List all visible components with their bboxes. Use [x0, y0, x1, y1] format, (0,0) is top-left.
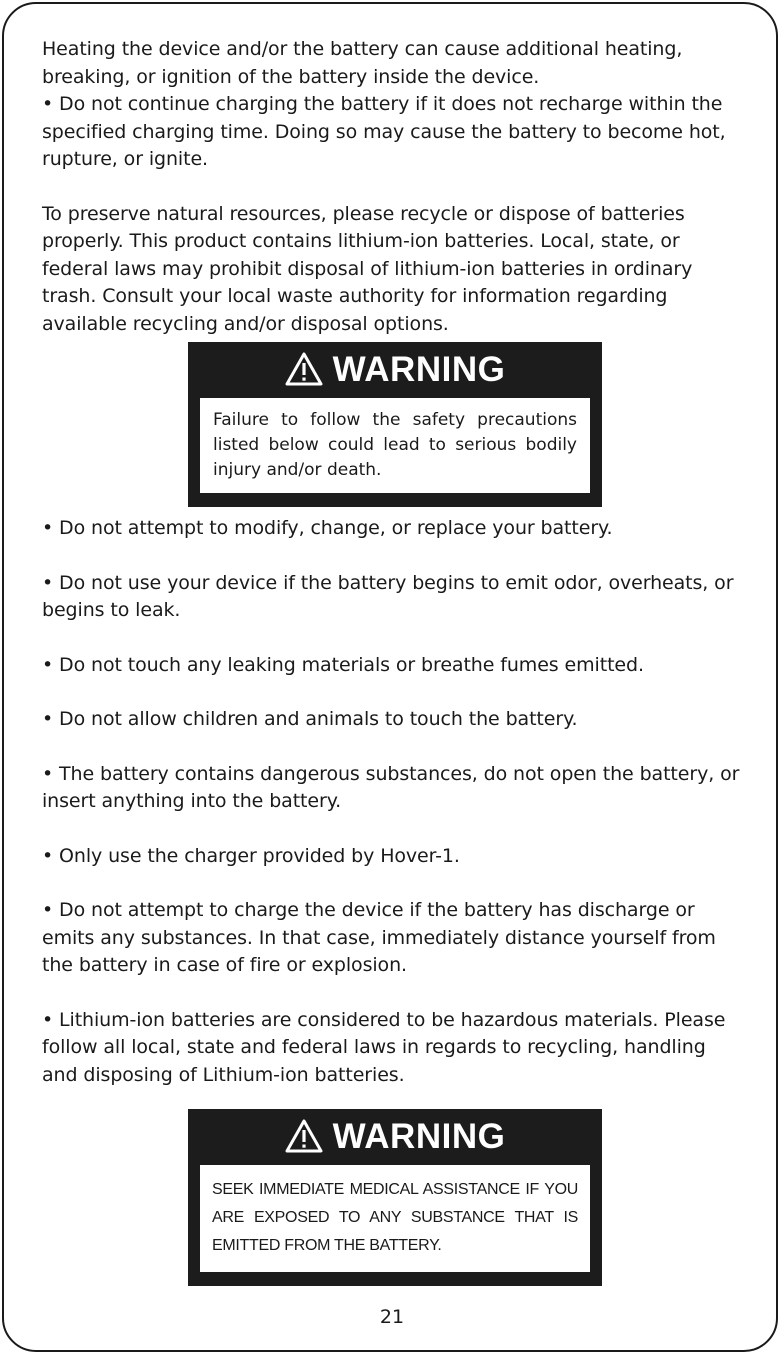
warning-box-2: [188, 1109, 602, 1286]
warning-title-2: WARNING: [332, 1117, 506, 1156]
warning-triangle-icon: [285, 1119, 323, 1153]
warning-text-2: SEEK IMMEDIATE MEDICAL ASSISTANCE IF YOU ARE EXPOSED TO ANY SUBSTANCE THAT IS EMITTED FROM THE BATTERY.: [200, 1165, 590, 1272]
paragraph-heating: Heating the device and/or the battery can cause additional heating, breaking, or ignition of the battery inside the device.: [42, 38, 683, 88]
bullet-hazardous: • Lithium-ion batteries are considered to be hazardous materials. Please follow all local, state and federal laws in regards to recycling, handling and disposing of Lithium-ion batteries.: [42, 1008, 726, 1086]
warning-text-1: Failure to follow the safety precautions listed below could lead to serious bodily injury and/or death.: [200, 398, 590, 493]
warning-box-1: [188, 342, 602, 507]
bullet-children: • Do not allow children and animals to touch the battery.: [42, 708, 578, 730]
top-text-block: [42, 36, 742, 338]
warning-header-2: [188, 1109, 602, 1165]
bullet-odor: • Do not use your device if the battery begins to emit odor, overheats, or begins to leak.: [42, 571, 734, 621]
warning-triangle-icon: [285, 352, 323, 386]
bullet-discharge: • Do not attempt to charge the device if the battery has discharge or emits any substances. In that case, immediately distance yourself from the battery in case of fire or explosion.: [42, 899, 716, 976]
bullet-leaking: • Do not touch any leaking materials or breathe fumes emitted.: [42, 653, 644, 676]
paragraph-recycle: To preserve natural resources, please recycle or dispose of batteries properly. This product contains lithium-ion batteries. Local, state, or federal laws may prohibit disposal of lithium-ion batteries in ordinary trash. Consult your local waste authority for information regarding available recycling and/or disposal options.: [42, 202, 693, 335]
bullet-modify: • Do not attempt to modify, change, or replace your battery.: [42, 517, 613, 539]
page-number: 21: [379, 1306, 405, 1328]
bullet-list: [42, 515, 742, 1089]
warning-header-1: [188, 342, 602, 398]
bullet-charger: • Only use the charger provided by Hover-1.: [42, 844, 460, 867]
warning-title-1: WARNING: [332, 350, 506, 389]
paragraph-charging: • Do not continue charging the battery if it does not recharge within the specified charging time. Doing so may cause the battery to become hot, rupture, or ignite.: [42, 93, 726, 170]
bullet-dangerous: • The battery contains dangerous substances, do not open the battery, or insert anything into the battery.: [42, 762, 740, 812]
